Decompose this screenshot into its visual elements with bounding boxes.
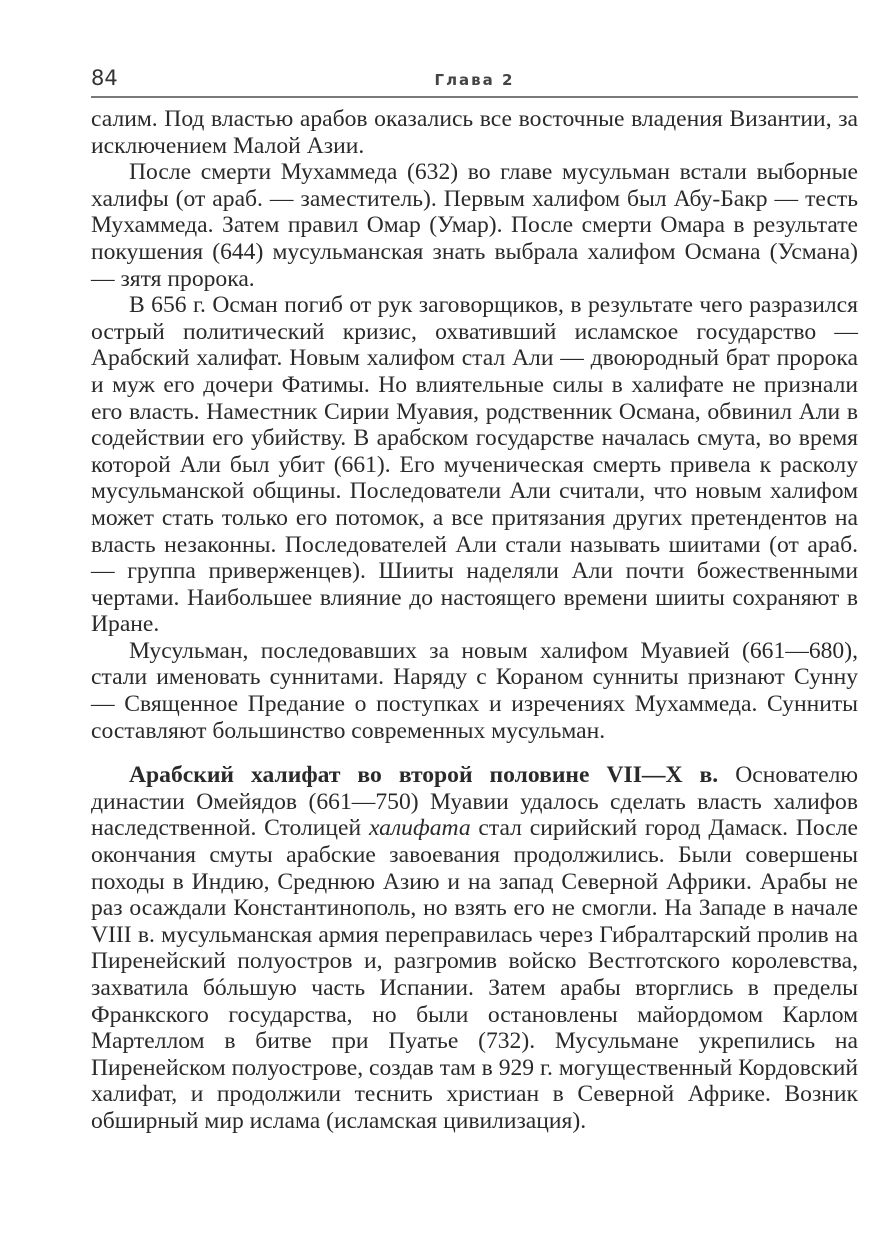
chapter-title: Глава 2 (434, 71, 515, 89)
paragraph-caliphs: После смерти Мухаммеда (632) во главе мусульман встали выборные халифы (от араб. — заместитель). Первым халифом был Абу-Бакр — тесть Мухаммеда. Затем правил Омар (Умар). После смерти Омара в результате покушения (644) мусульманская знать выбрала халифом Османа (Усмана) — зятя пророка. (91, 159, 858, 292)
paragraph-sunnis: Мусульман, последовавших за новым халифом Муавией (661—680), стали именовать суннитами. Наряду с Кораном сунниты признают Сунну — Священное Предание о поступках и изречениях Мухаммеда. Сунниты составляют большинство современных мусульман. (91, 637, 858, 744)
italic-term: халифата (368, 815, 471, 842)
body-text (91, 106, 858, 1135)
paragraph-continuation: салим. Под властью арабов оказались все восточные владения Византии, за исключением Малой Азии. (91, 106, 858, 159)
paragraph-schism: В 656 г. Осман погиб от рук заговорщиков, в результате чего разразился острый политический кризис, охвативший исламское государство — Арабский халифат. Новым халифом стал Али — двоюродный брат пророка и муж его дочери Фатимы. Но влиятельные силы в халифате не признали его власть. Наместник Сирии Муавия, родственник Османа, обвинил Али в содействии его убийству. В арабском государстве началась смута, во время которой Али был убит (661). Его мученическая смерть привела к расколу мусульманской общины. Последователи Али считали, что новым халифом может стать только его потомок, а все притязания других претендентов на власть незаконны. Последователей Али стали называть шиитами (от араб. — группа приверженцев). Шииты наделяли Али почти божественными чертами. Наибольшее влияние до настоящего времени шииты сохраняют в Иране. (91, 292, 858, 638)
section-heading: Арабский халифат во второй половине VII—X в. (129, 762, 719, 789)
running-header (91, 62, 858, 98)
section-text-start: Основателю династии Омейядов (661—750) Муавии удалось сделать власть халифов наследственной. Столицей (91, 762, 858, 842)
section-umayyads (91, 762, 858, 1134)
book-page (91, 62, 858, 1135)
page-number: 84 (91, 66, 118, 90)
section-text-end: стал сирийский город Дамаск. После окончания смуты арабские завоевания продолжились. Были совершены походы в Индию, Среднюю Азию и на запад Северной Африки. Арабы не раз осаждали Константинополь, но взять его не смогли. На Западе в начале VIII в. мусульманская армия переправилась через Гибралтарский пролив на Пиренейский полуостров и, разгромив войско Вестготского королевства, захватила бóльшую часть Испании. Затем арабы вторглись в пределы Франкского государства, но были остановлены майордомом Карлом Мартеллом в битве при Пуатье (732). Мусульмане укрепились на Пиренейском полуострове, создав там в 929 г. могущественный Кордовский халифат, и продолжили теснить христиан в Северной Африке. Возник обширный мир ислама (исламская цивилизация). (91, 815, 858, 1134)
